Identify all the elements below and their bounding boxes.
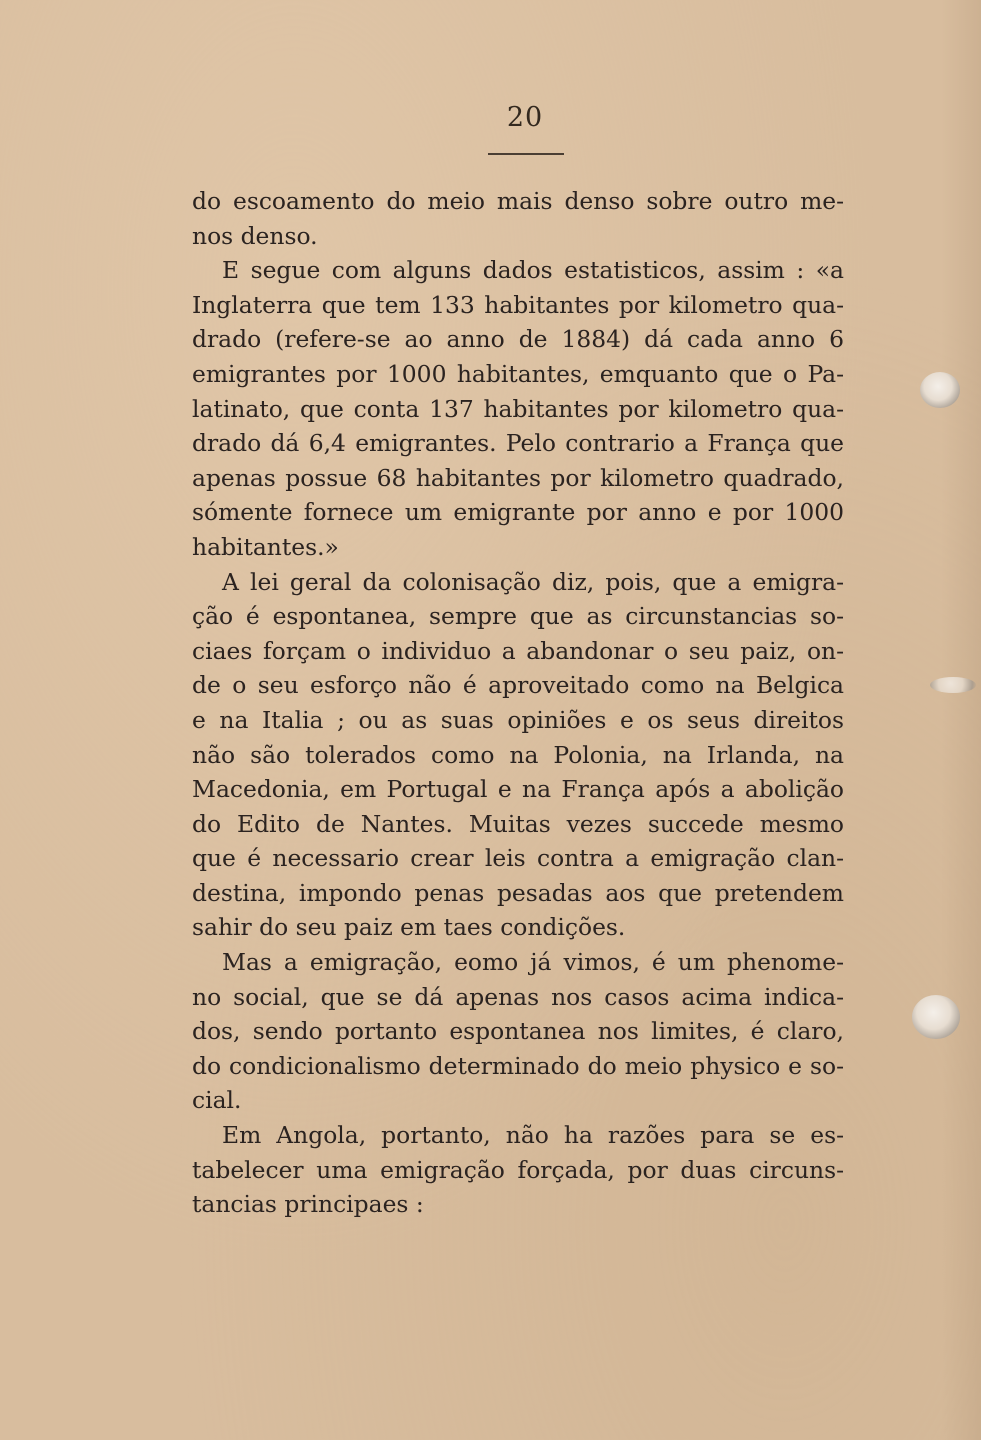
page-number: 20: [506, 102, 544, 133]
text-line: sómente fornece um emigrante por anno e por 1000: [192, 498, 844, 527]
body-text: [192, 184, 844, 1222]
text-line: cial.: [192, 1086, 242, 1115]
text-line: do Edito de Nantes. Muitas vezes succede mesmo: [192, 809, 844, 838]
text-line: habitantes.»: [192, 532, 339, 561]
text-line: Inglaterra que tem 133 habitantes por kilometro qua-: [192, 290, 844, 319]
text-line: e na Italia ; ou as suas opiniões e os seus direitos: [192, 705, 844, 734]
text-line: Macedonia, em Portugal e na França após a abolição: [192, 775, 844, 804]
text-line: nos denso.: [192, 221, 318, 250]
text-line: A lei geral da colonisação diz, pois, que a emigra-: [222, 567, 844, 596]
binding-hole: [912, 995, 960, 1039]
text-line: E segue com alguns dados estatisticos, assim : «a: [222, 256, 844, 285]
text-line: do condicionalismo determinado do meio physico e so-: [192, 1051, 844, 1080]
text-line: que é necessario crear leis contra a emigração clan-: [192, 844, 844, 873]
text-line: não são tolerados como na Polonia, na Irlanda, na: [192, 740, 844, 769]
text-line: tancias principaes :: [192, 1190, 424, 1219]
header-rule: [488, 153, 564, 155]
text-line: Mas a emigração, eomo já vimos, é um phenome-: [222, 948, 844, 977]
text-line: ção é espontanea, sempre que as circunstancias so-: [192, 602, 844, 631]
text-line: drado (refere-se ao anno de 1884) dá cada anno 6: [192, 325, 844, 354]
text-line: emigrantes por 1000 habitantes, emquanto que o Pa-: [192, 359, 844, 388]
binding-hole: [930, 677, 976, 693]
text-line: do escoamento do meio mais denso sobre outro me-: [192, 187, 844, 215]
text-line: Em Angola, portanto, não ha razões para se es-: [222, 1121, 844, 1150]
text-line: ciaes forçam o individuo a abandonar o seu paiz, on-: [192, 636, 844, 665]
text-line: drado dá 6,4 emigrantes. Pelo contrario a França que: [192, 429, 844, 458]
text-line: sahir do seu paiz em taes condições.: [192, 913, 626, 942]
text-line: tabelecer uma emigração forçada, por duas circuns-: [192, 1155, 844, 1184]
text-line: destina, impondo penas pesadas aos que pretendem: [192, 878, 844, 907]
text-line: apenas possue 68 habitantes por kilometro quadrado,: [192, 463, 844, 492]
text-line: no social, que se dá apenas nos casos acima indica-: [192, 982, 844, 1011]
page-edge-shadow: [941, 0, 981, 1440]
text-line: latinato, que conta 137 habitantes por kilometro qua-: [192, 394, 844, 423]
text-line: dos, sendo portanto espontanea nos limites, é claro,: [192, 1017, 844, 1046]
text-line: de o seu esforço não é aproveitado como na Belgica: [192, 671, 844, 700]
binding-hole: [920, 372, 960, 408]
